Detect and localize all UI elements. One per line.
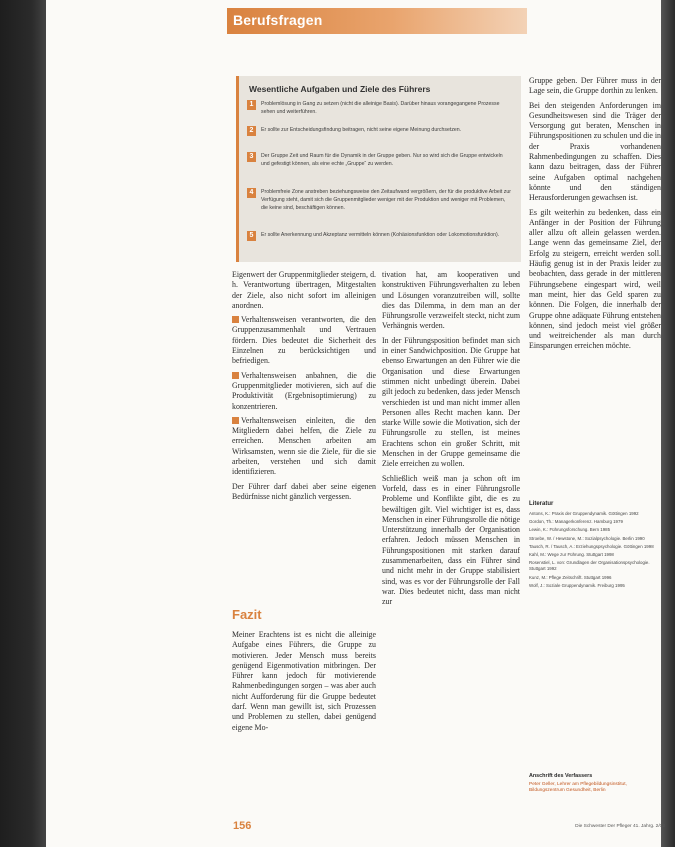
info-item-number: 2 (247, 126, 256, 136)
bullet-text: Verhaltensweisen verantworten, die den Gruppenzusammenhalt und Vertrauen fördern. Dies bedeutet die Sicherheit des Einzelnen zu berücksichtigen und befriedigen. (232, 315, 376, 366)
page-number: 156 (233, 820, 252, 832)
fazit-heading: Fazit (232, 607, 262, 622)
bullet-square-icon (232, 316, 239, 323)
paragraph: Bei den steigenden Anforderungen im Gesundheitswesen sind die Träger der Versorgung gut beraten, Menschen in Führungspositionen zu schulen und die in der Praxis vorhandenen Rahmenbedingungen zu schaffen. Dies kann dazu beitragen, dass der Führer seine Aufgaben optimal nachgehen könnte und den ständigen Herausforderungen gewachsen ist. (529, 100, 661, 203)
paragraph: Es gilt weiterhin zu bedenken, dass ein Anfänger in der Position der Führung aller allzu oft allein gelassen werden. Lange wenn das gemeinsame Ziel, der Erfolg zu steigern, erreicht werden soll. Häufig genug ist in der Praxis leider zu beobachten, dass gerade in der mittleren Führungsebene eingespart wird, weil man meint, hier das Geld sparen zu können. Die Folgen, die innerhalb der Gruppe ohne adäquate Führung entstehen können, sind jedoch meist viel größer und weitreichender als man durch Einsparungen erreichen möchte. (529, 207, 661, 351)
bullet-square-icon (232, 372, 239, 379)
info-item-number: 4 (247, 188, 256, 198)
literature-item: Kunz, M.: Pflege Zeitschrift. Stuttgart 1996 (529, 574, 612, 580)
literature-item: Gordon, Th.: Managerkonferenz. Hamburg 1979 (529, 519, 623, 525)
paragraph: Der Führer darf dabei aber seine eigenen Bedürfnisse nicht gänzlich vergessen. (232, 481, 376, 501)
author-address: Peter Geller, Lehrer am Pflegebildungsinstitut, Bildungszentrum Gesundheit, Berlin (529, 782, 627, 794)
paragraph: Eigenwert der Gruppenmitglieder steigern, d. h. Verantwortung übertragen, Mitgestalten der Ziele, also nicht sofort im alleinigen anordnen. (232, 270, 376, 310)
literature-item: Wolf, J.: Soziale Gruppendynamik. Freiburg 1995 (529, 582, 625, 588)
info-item-number: 3 (247, 152, 256, 162)
bullet-paragraph (232, 315, 376, 366)
literature-item: Kahl, M.: Wege zur Führung. Stuttgart 1998 (529, 552, 614, 558)
literature-heading: Literatur (529, 501, 554, 507)
literature-item: Lewin, K.: Führungsforschung. Bern 1985 (529, 527, 611, 533)
section-label: Berufsfragen (233, 12, 323, 28)
info-item-number: 5 (247, 231, 256, 241)
bullet-text: Verhaltensweisen anbahnen, die die Gruppenmitglieder motivieren, sich auf die Produktivität (Ergebnisoptimierung) zu konzentrieren. (232, 370, 376, 411)
section-header (227, 8, 527, 34)
bullet-square-icon (232, 417, 239, 424)
paragraph: Schließlich weiß man ja schon oft im Vorfeld, dass es in einer Führungsrolle Probleme und Konflikte gibt, die es zu bewältigen gilt. Viel wichtiger ist es, dass Menschen in einer Führungsrolle die nötige Unterstützung innerhalb der Organisation erfahren. Jedoch müssen Menschen in Führungspositionen mit starken darauf zusammenarbeiten, dass ein Führer sind und nicht mehr in der Gruppe stabilisiert sind, was es vor der Führungsrolle der Fall war. Dies bedeutet nicht, dass man nicht zur (382, 473, 520, 607)
info-item-text: Problemlösung in Gang zu setzen (nicht die alleinige Basis). Darüber hinaus vorangegangene Prozesse sehen und weiterführen. (261, 101, 500, 116)
page-edge-shadow (661, 0, 675, 847)
fazit-text-block (232, 630, 376, 737)
paragraph: In der Führungsposition befindet man sich in einer Sandwichposition. Die Gruppe hat ebenso Erwartungen an den Führer wie die Organisation und diese Erwartungen stimmen nicht unbedingt überein. Dabei gilt jedoch zu bedenken, dass jeder Mensch verschieden ist und man nicht immer allen Personen alles Recht machen kann. Der starke Wille sowie die Motivation, sich der Führungsrolle zu stellen, ist meines Erachtens schon ein großer Schritt, mit Menschen in der Gruppe gemeinsame die Ziele erreichen zu wollen. (382, 335, 520, 469)
paragraph: tivation hat, am kooperativen und konstruktiven Führungsverhalten zu leben und Lösungen voranzutreiben will, sollte dies das Dilemma, in dem man an der Führungsrolle verzweifelt steckt, nicht zum Verhängnis werden. (382, 270, 520, 331)
info-box (236, 76, 521, 262)
literature-item: Tausch, R. / Tausch, A.: Erziehungspsychologie. Göttingen 1998 (529, 543, 654, 549)
literature-item: Antons, K.: Praxis der Gruppendynamik. Göttingen 1992 (529, 511, 639, 516)
footer-reference: Die Schwester Der Pfleger 41. Jahrg. 2/02 (575, 824, 665, 829)
literature-item: Rosenstiel, L. von: Grundlagen der Organisationspsychologie. Stuttgart 1992 (529, 560, 650, 572)
info-item-text: Er sollte zur Entscheidungsfindung beitragen, nicht seine eigene Meinung durchsetzen. (261, 127, 462, 133)
author-heading: Anschrift des Verfassers (529, 773, 593, 779)
paragraph: Meiner Erachtens ist es nicht die alleinige Aufgabe eines Führers, die Gruppe zu motivieren. Jeder Mensch muss bereits genügend Eigenmotivation mitbringen. Der Führer kann jedoch für motivierende Rahmenbedingungen sorgen – was aber auch nicht Aufforderung für die Gruppe bedeutet darf. Wenn man gewillt ist, sich Prozessen und Problemen zu stellen, dabei genügend eigene Mo- (232, 630, 376, 732)
literature-item: Stroebe, W. / Hewstone, M.: Sozialpsychologie. Berlin 1990 (529, 535, 645, 541)
info-item-text: Der Gruppe Zeit und Raum für die Dynamik in der Gruppe geben. Nur so wird sich die Gruppe entwickeln und gefestigt können, als eine echte „Gruppe“ zu werden. (261, 153, 503, 168)
literature-list (529, 511, 659, 591)
left-column-text (232, 270, 376, 506)
book-spine-shadow (0, 0, 46, 847)
info-item-text: Problemfreie Zone anstreben beziehungsweise den Zeitaufwand vergrößern, der für die produktive Arbeit zur Verfügung steht, damit sich die Gruppenmitglieder weniger mit der Produktion und weniger mit Problemen, die keine sind, beschäftigen können. (261, 189, 512, 212)
right-column-text (529, 76, 661, 356)
info-item-number: 1 (247, 100, 256, 110)
middle-column-text (382, 270, 520, 612)
bullet-paragraph (232, 371, 376, 412)
info-item-text: Er sollte Anerkennung und Akzeptanz vermitteln können (Kohäsionsfunktion oder Lokomotionsfunktion). (261, 232, 500, 238)
bullet-paragraph (232, 416, 376, 478)
paragraph: Gruppe geben. Der Führer muss in der Lage sein, die Gruppe dorthin zu lenken. (529, 76, 661, 96)
bullet-text: Verhaltensweisen einleiten, die den Mitgliedern dabei helfen, die Ziele zu erreichen. Menschen arbeiten am Wirksamsten, wenn sie die Ziele, für die sie arbeiten, verstehen und sich damit identifizieren. (232, 415, 376, 477)
info-box-title: Wesentliche Aufgaben und Ziele des Führers (249, 84, 431, 94)
